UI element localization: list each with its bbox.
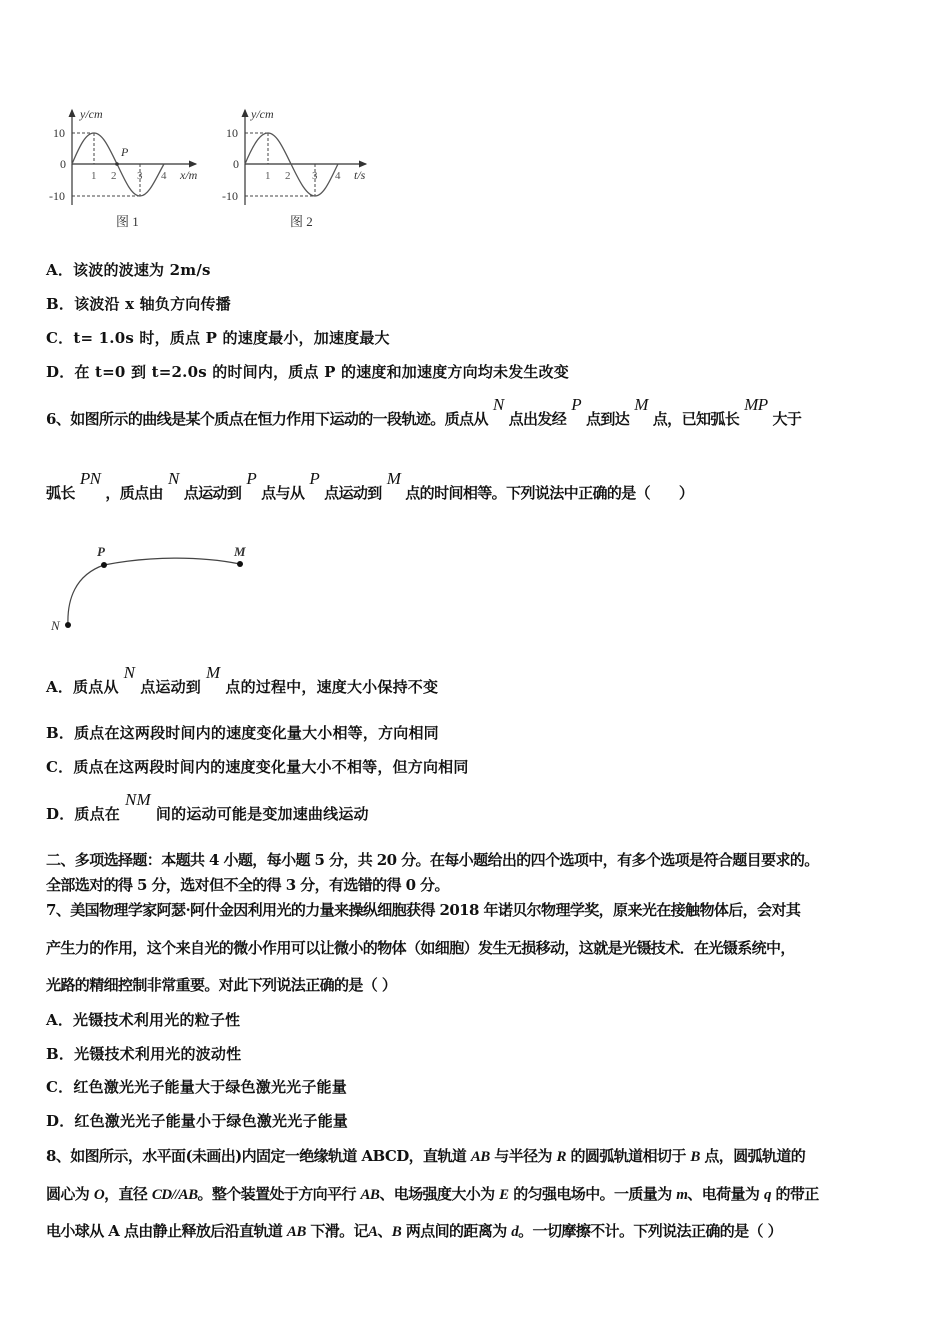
figure-1-wave-graph	[40, 100, 210, 235]
t-axis-label: t/s	[354, 168, 366, 182]
q8-stem-line-3: 电小球从 A 点由静止释放后沿直轨道 AB 下滑。记A、B 两点间的距离为 d。一切摩擦不计。下列说法正确的是（ ）	[46, 1222, 782, 1240]
point-p-label: P	[121, 145, 129, 159]
q6-option-d: D．质点在NM间的运动可能是变加速曲线运动	[46, 790, 369, 823]
q7-option-b: B．光镊技术利用光的波动性	[46, 1045, 242, 1063]
q7-option-c: C．红色激光光子能量大于绿色激光光子能量	[46, 1078, 347, 1096]
svg-text:2: 2	[285, 170, 291, 182]
svg-text:2: 2	[111, 170, 117, 182]
trajectory-curve	[68, 558, 240, 625]
point-n	[65, 622, 71, 628]
q6-option-a: A．质点从N点运动到M点的过程中，速度大小保持不变	[46, 663, 439, 696]
q5-option-a: A．该波的波速为 2m/s	[46, 261, 211, 279]
q5-option-c: C．t= 1.0s 时，质点 P 的速度最小，加速度最大	[46, 329, 390, 347]
q6-stem-line-2: 弧长PN，质点由N点运动到P点与从P点运动到M点的时间相等。下列说法中正确的是（ ）	[46, 469, 694, 502]
svg-text:0: 0	[233, 157, 239, 171]
svg-text:M: M	[234, 544, 246, 559]
q7-option-a: A．光镊技术利用光的粒子性	[46, 1011, 241, 1029]
svg-text:-10: -10	[49, 189, 65, 203]
svg-text:4: 4	[161, 170, 167, 182]
svg-text:0: 0	[60, 157, 66, 171]
q7-stem-line-3: 光路的精细控制非常重要。对此下列说法正确的是（ ）	[46, 976, 397, 994]
figure-1-caption: 图 1	[116, 214, 139, 229]
svg-text:3: 3	[312, 170, 318, 182]
q5-option-d: D．在 t=0 到 t=2.0s 的时间内，质点 P 的速度和加速度方向均未发生改变	[46, 363, 569, 381]
svg-text:3: 3	[137, 170, 143, 182]
q7-stem-line-1: 7、美国物理学家阿瑟·阿什金因利用光的力量来操纵细胞获得 2018 年诺贝尔物理学奖，原来光在接触物体后，会对其	[46, 901, 801, 919]
figure-2-vibration-graph	[210, 100, 380, 235]
svg-text:1: 1	[265, 170, 271, 182]
q7-option-d: D．红色激光光子能量小于绿色激光光子能量	[46, 1112, 349, 1130]
section-2-heading: 二、多项选择题：本题共 4 小题，每小题 5 分，共 20 分。在每小题给出的四个选项中，有多个选项是符合题目要求的。	[46, 851, 819, 869]
q6-trajectory-figure	[40, 535, 270, 640]
svg-text:4: 4	[335, 170, 341, 182]
svg-text:N: N	[51, 618, 60, 633]
figure-2-caption: 图 2	[290, 214, 313, 229]
q6-stem-line-1: 6、如图所示的曲线是某个质点在恒力作用下运动的一段轨迹。质点从N点出发经P点到达M点，已知弧长MP大于	[46, 395, 802, 428]
point-m	[237, 561, 243, 567]
q8-stem-line-2: 圆心为 O，直径 CD//AB。整个装置处于方向平行 AB、电场强度大小为 E 的匀强电场中。一质量为 m、电荷量为 q 的带正	[46, 1185, 819, 1203]
point-p	[115, 162, 119, 166]
q6-option-c: C．质点在这两段时间内的速度变化量大小不相等，但方向相同	[46, 758, 469, 776]
svg-text:10: 10	[226, 126, 238, 140]
q8-stem-line-1: 8、如图所示，水平面(未画出)内固定一绝缘轨道 ABCD，直轨道 AB 与半径为 R 的圆弧轨道相切于 B 点，圆弧轨道的	[46, 1147, 806, 1165]
point-p	[101, 562, 107, 568]
svg-text:1: 1	[91, 170, 97, 182]
svg-text:10: 10	[53, 126, 65, 140]
q6-option-b: B．质点在这两段时间内的速度变化量大小相等，方向相同	[46, 724, 439, 742]
q5-option-b: B．该波沿 x 轴负方向传播	[46, 295, 231, 313]
svg-text:-10: -10	[222, 189, 238, 203]
x-axis-label: x/m	[180, 168, 198, 182]
svg-text:P: P	[97, 544, 105, 559]
q7-stem-line-2: 产生力的作用，这个来自光的微小作用可以让微小的物体（如细胞）发生无损移动，这就是光镊技术．在光镊系统中，	[46, 939, 795, 957]
y-axis-label: y/cm	[80, 107, 103, 121]
section-2-scoring: 全部选对的得 5 分，选对但不全的得 3 分，有选错的得 0 分。	[46, 876, 449, 894]
y-axis-label: y/cm	[251, 107, 274, 121]
